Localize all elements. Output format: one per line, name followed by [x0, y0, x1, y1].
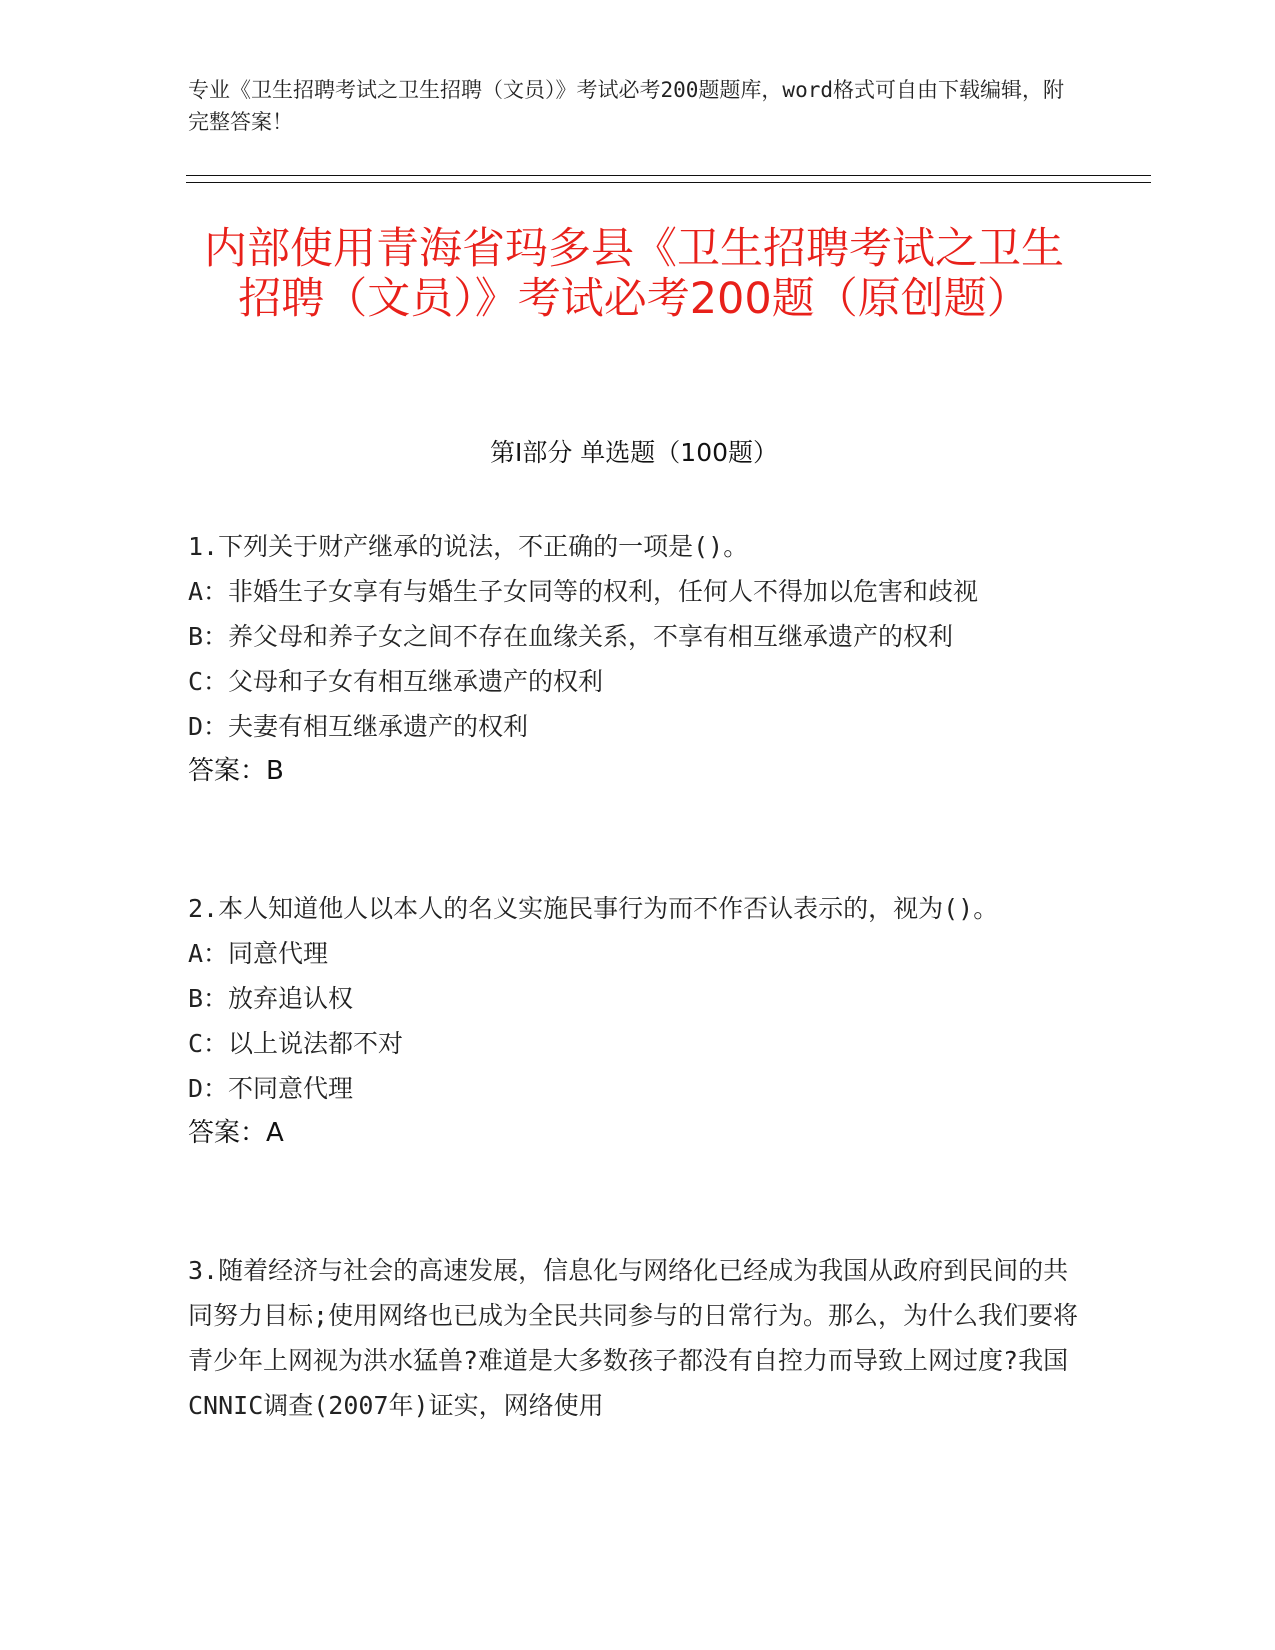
question-block	[188, 886, 1088, 1156]
option-c: C：以上说法都不对	[188, 1029, 404, 1058]
header-divider-top	[186, 175, 1151, 176]
question-stem: 3.随着经济与社会的高速发展，信息化与网络化已经成为我国从政府到民间的共同努力目标;使用网络也已成为全民共同参与的日常行为。那么，为什么我们要将青少年上网视为洪水猛兽?难道是大多数孩子都没有自控力而导致上网过度?我国CNNIC调查(2007年)证实，网络使用	[188, 1256, 1079, 1420]
option-b: B：放弃追认权	[188, 984, 354, 1013]
question-block	[188, 1248, 1088, 1428]
option-d: D：不同意代理	[188, 1074, 354, 1103]
question-stem: 2.本人知道他人以本人的名义实施民事行为而不作否认表示的，视为()。	[188, 894, 999, 923]
question-stem: 1.下列关于财产继承的说法，不正确的一项是()。	[188, 532, 749, 561]
option-b: B：养父母和养子女之间不存在血缘关系，不享有相互继承遗产的权利	[188, 622, 954, 651]
option-a: A：非婚生子女享有与婚生子女同等的权利，任何人不得加以危害和歧视	[188, 577, 979, 606]
option-c: C：父母和子女有相互继承遗产的权利	[188, 667, 604, 696]
option-d: D：夫妻有相互继承遗产的权利	[188, 712, 529, 741]
section-heading: 第I部分 单选题（100题）	[489, 438, 779, 467]
intro-text: 专业《卫生招聘考试之卫生招聘（文员）》考试必考200题题库，word格式可自由下载编辑，附完整答案！	[188, 78, 1064, 134]
answer-line: 答案：A	[188, 1118, 284, 1148]
answer-line: 答案：B	[188, 756, 284, 786]
question-block	[188, 524, 1088, 794]
header-divider-bottom	[186, 182, 1151, 183]
document-title: 内部使用青海省玛多县《卫生招聘考试之卫生招聘（文员）》考试必考200题（原创题）	[204, 224, 1064, 324]
option-a: A：同意代理	[188, 939, 329, 968]
